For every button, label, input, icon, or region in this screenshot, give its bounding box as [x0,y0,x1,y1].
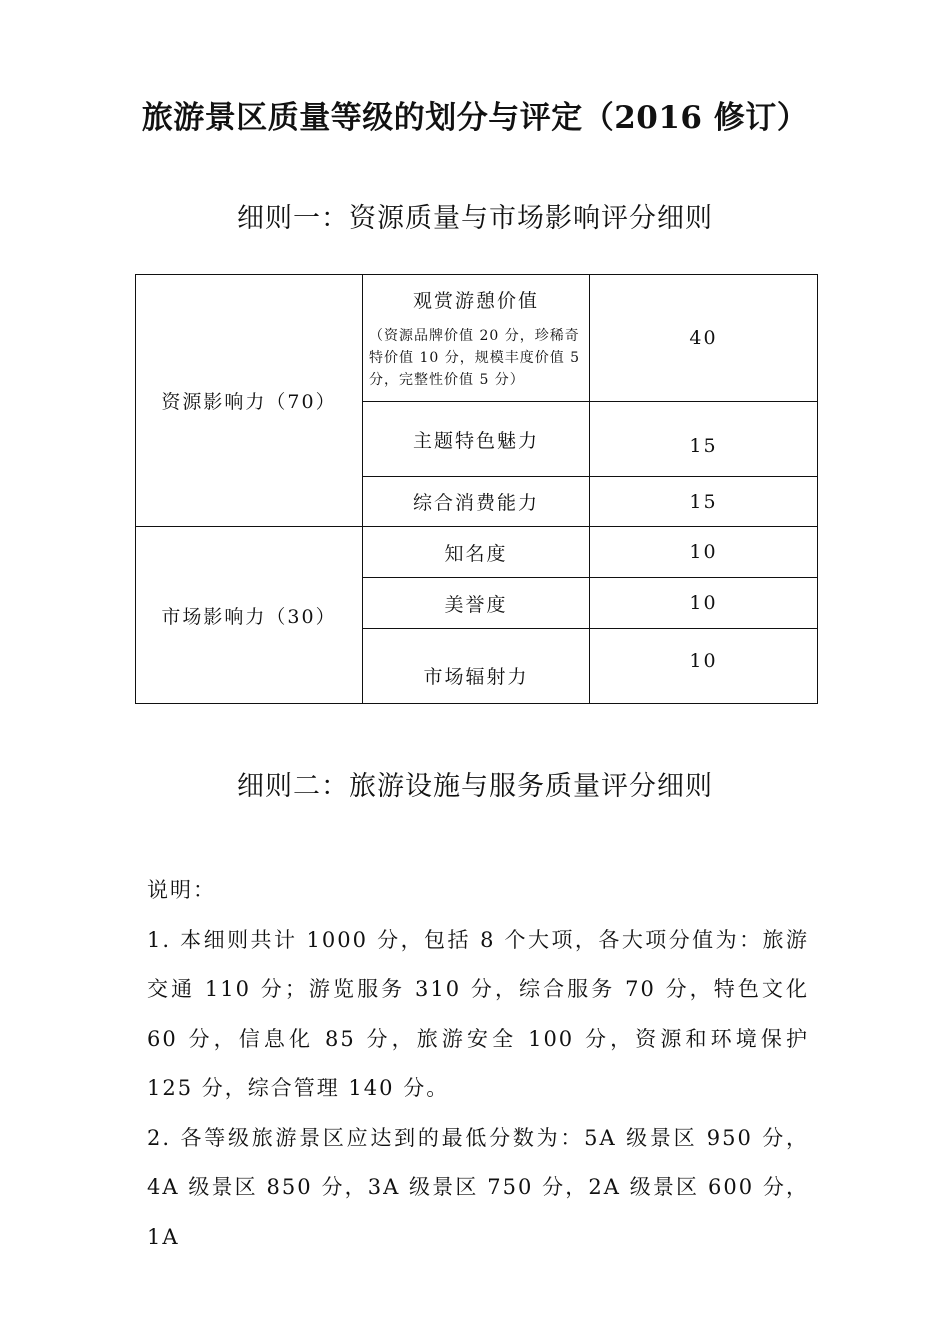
score-cell: 15 [590,477,818,527]
notes-paragraph-1: 1. 本细则共计 1000 分，包括 8 个大项，各大项分值为：旅游交通 110 分；游览服务 310 分，综合服务 70 分，特色文化 60 分，信息化 85 分，旅游安全 100 分，资源和环境保护 125 分，综合管理 140 分。 [147,927,809,1100]
score-cell: 10 [590,578,818,629]
page-title: 旅游景区质量等级的划分与评定（2016 修订） [141,100,809,136]
score-cell: 10 [590,629,818,704]
table-row [136,275,818,402]
section-title-1: 细则一：资源质量与市场影响评分细则 [237,203,713,234]
section-title-2: 细则二：旅游设施与服务质量评分细则 [237,771,713,802]
item-note: （资源品牌价值 20 分，珍稀奇特价值 10 分，规模丰度价值 5 分，完整性价值 5 分） [369,327,581,388]
table-row [136,527,818,578]
score-cell: 15 [590,402,818,477]
notes-paragraph-2: 2. 各等级旅游景区应达到的最低分数为：5A 级景区 950 分，4A 级景区 850 分，3A 级景区 750 分，2A 级景区 600 分，1A [147,1125,809,1249]
notes-heading: 说明： [147,878,216,902]
group-name-cell: 市场影响力（30） [136,527,363,704]
item-cell: 综合消费能力 [363,477,590,527]
notes-block [147,866,809,1262]
item-cell: 市场辐射力 [363,629,590,704]
item-cell [363,275,590,402]
score-cell: 40 [590,275,818,402]
score-table [135,274,818,704]
score-cell: 10 [590,527,818,578]
item-cell: 主题特色魅力 [363,402,590,477]
group-name-cell: 资源影响力（70） [136,275,363,527]
item-name: 观赏游憩价值 [412,289,539,312]
item-cell: 美誉度 [363,578,590,629]
item-cell: 知名度 [363,527,590,578]
